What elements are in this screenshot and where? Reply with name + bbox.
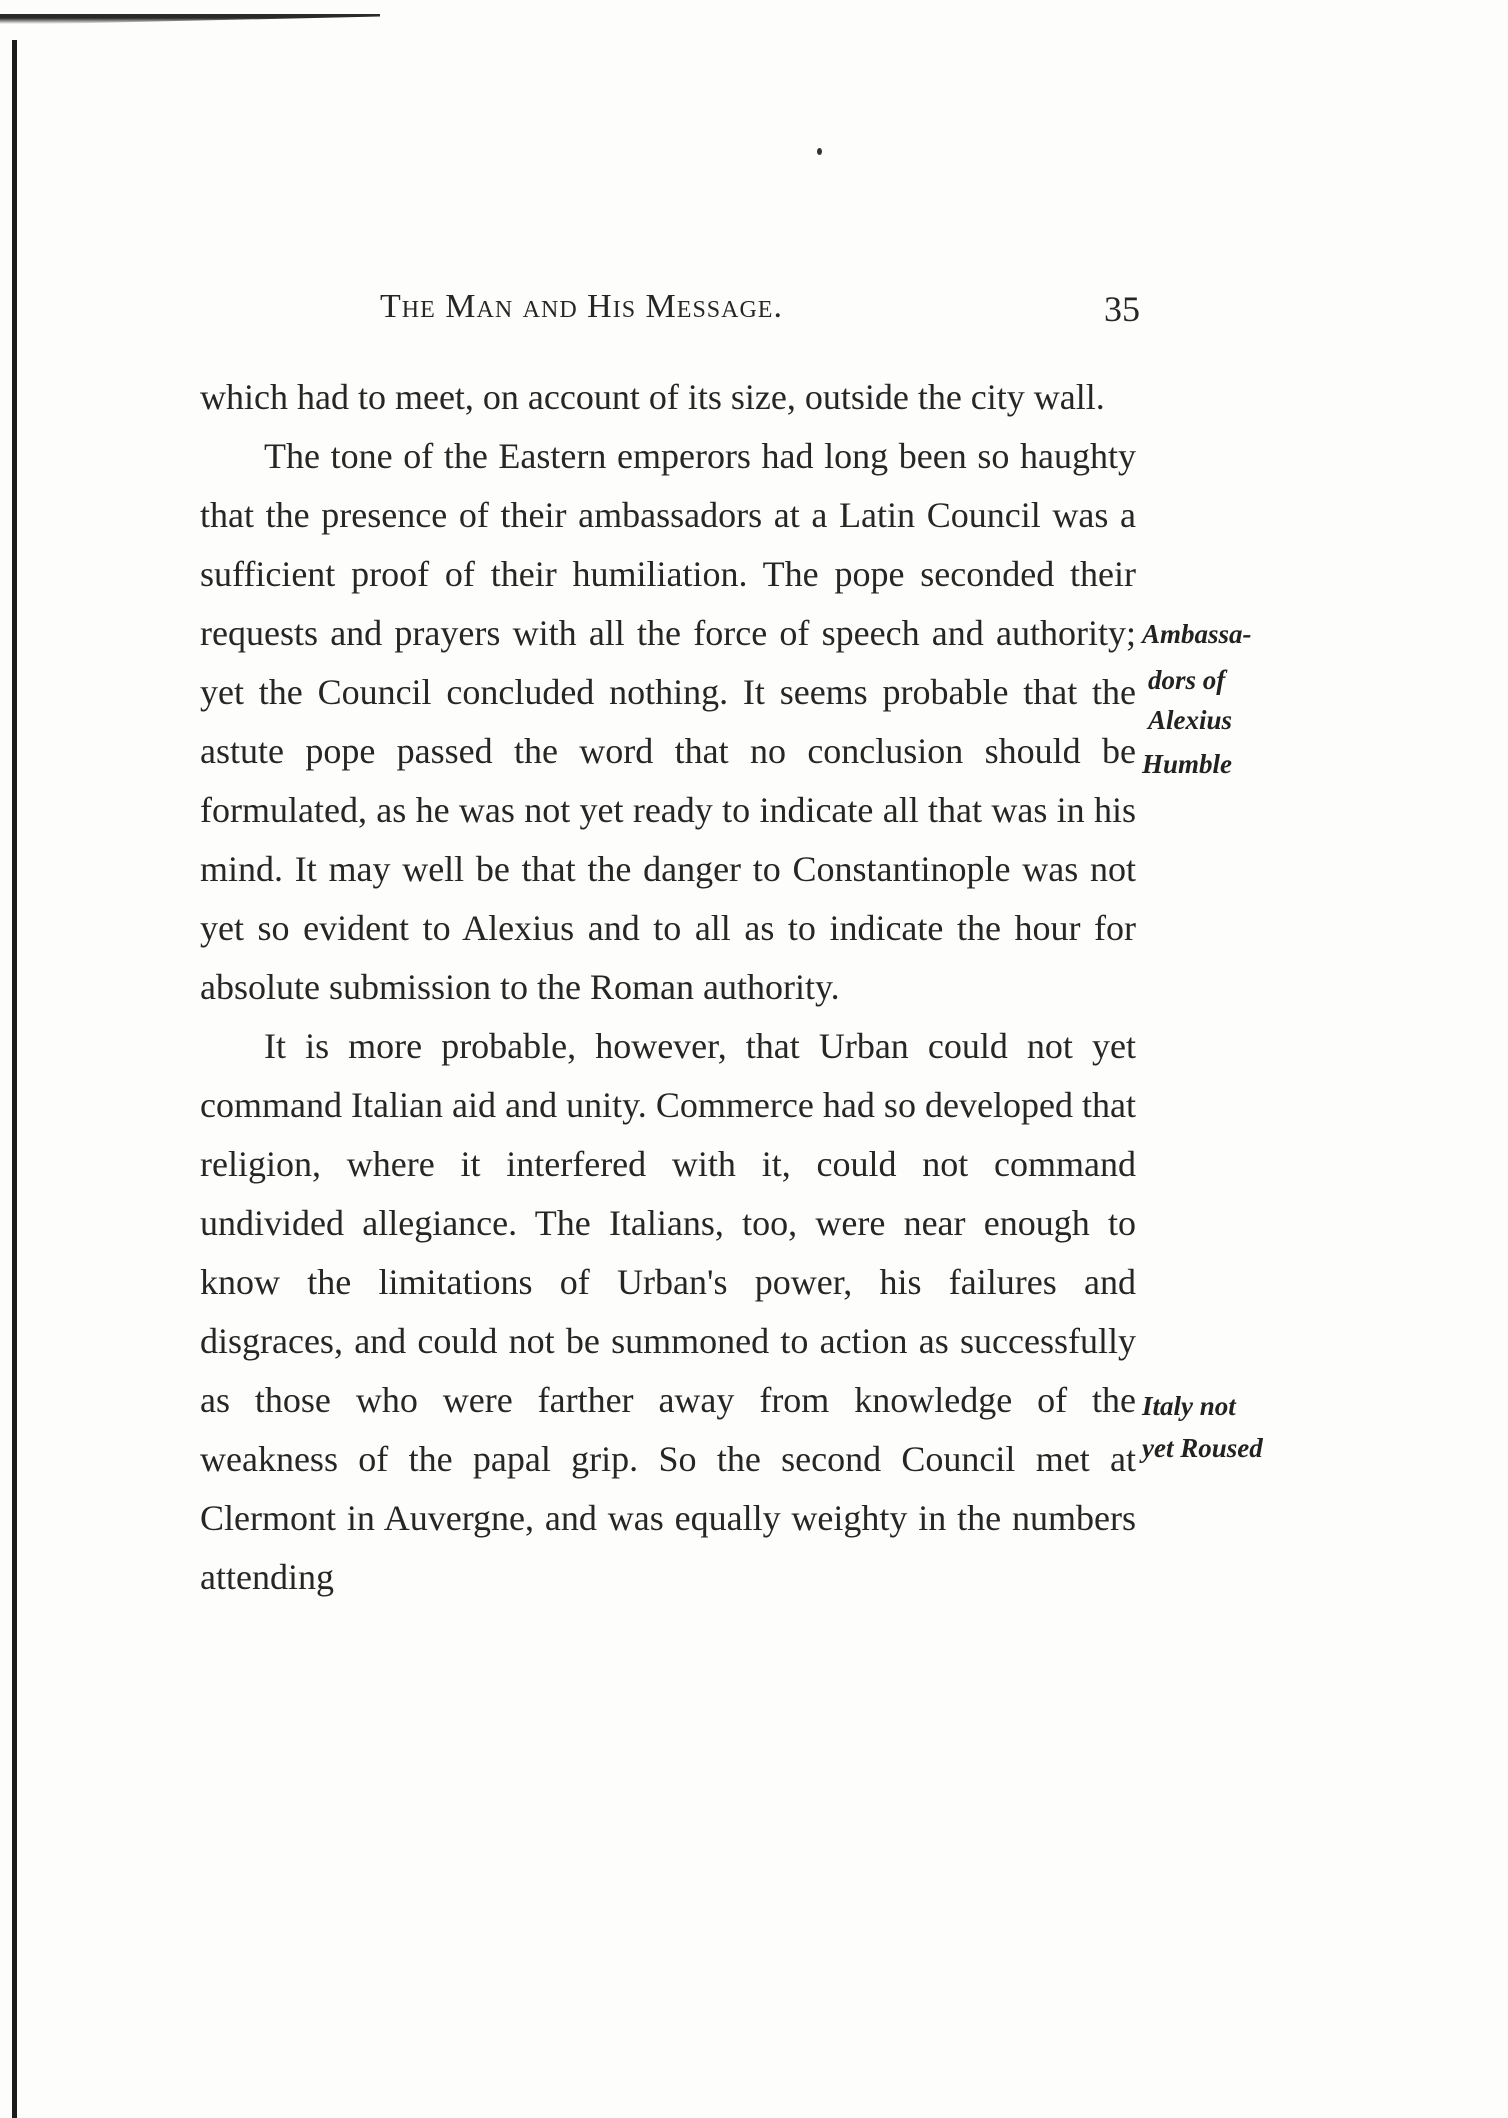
sidenote-ambassadors-2 [1148,664,1225,697]
sidenote-line: Alexius [1148,705,1233,735]
sidenote-line: Ambassa- [1142,619,1252,649]
ink-speck [817,148,822,155]
page-number: 35 [1104,289,1140,329]
paragraph-urban-italian-aid: It is more probable, however, that Urban could not yet command Italian aid and unity. Commerce had so developed that religion, where it interfered with it, could not command undivided allegiance. The Italians, too, were near enough to know the limitations of Urban's power, his failures and disgraces, and could not be summoned to action as successfully as those who were farther away from knowledge of the weakness of the papal grip. So the second Council met at Clermont in Auvergne, and was equally weighty in the numbers attending [200,1026,1136,1597]
binding-edge-top [0,14,380,24]
sidenote-ambassadors-3 [1148,704,1232,737]
sidenote-italy [1142,1390,1236,1423]
paragraph-eastern-emperors: The tone of the Eastern emperors had long been so haughty that the presence of their ambassadors at a Latin Council was a sufficient proof of their humiliation. The pope seconded their requests and prayers with all the force of speech and authority; yet the Council concluded nothing. It seems probable that the astute pope passed the word that no conclusion should be formulated, as he was not yet ready to indicate all that was in his mind. It may well be that the danger to Constantinople was not yet so evident to Alexius and to all as to indicate the hour for absolute submission to the Roman authority. [200,436,1136,1007]
page-header [380,288,1140,338]
sidenote-ambassadors [1142,618,1252,651]
sidenote-line: Humble [1142,749,1233,779]
paragraph-continued: which had to meet, on account of its size, outside the city wall. [200,377,1105,417]
sidenote-ambassadors-4 [1142,748,1232,781]
binding-edge [12,40,17,2118]
body-text [200,368,1136,1607]
sidenote-italy-2 [1142,1432,1263,1465]
sidenote-line: yet Roused [1142,1433,1263,1463]
running-title: The Man and His Message. [380,288,783,325]
sidenote-line: Italy not [1142,1391,1236,1421]
sidenote-line: dors of [1148,665,1226,695]
